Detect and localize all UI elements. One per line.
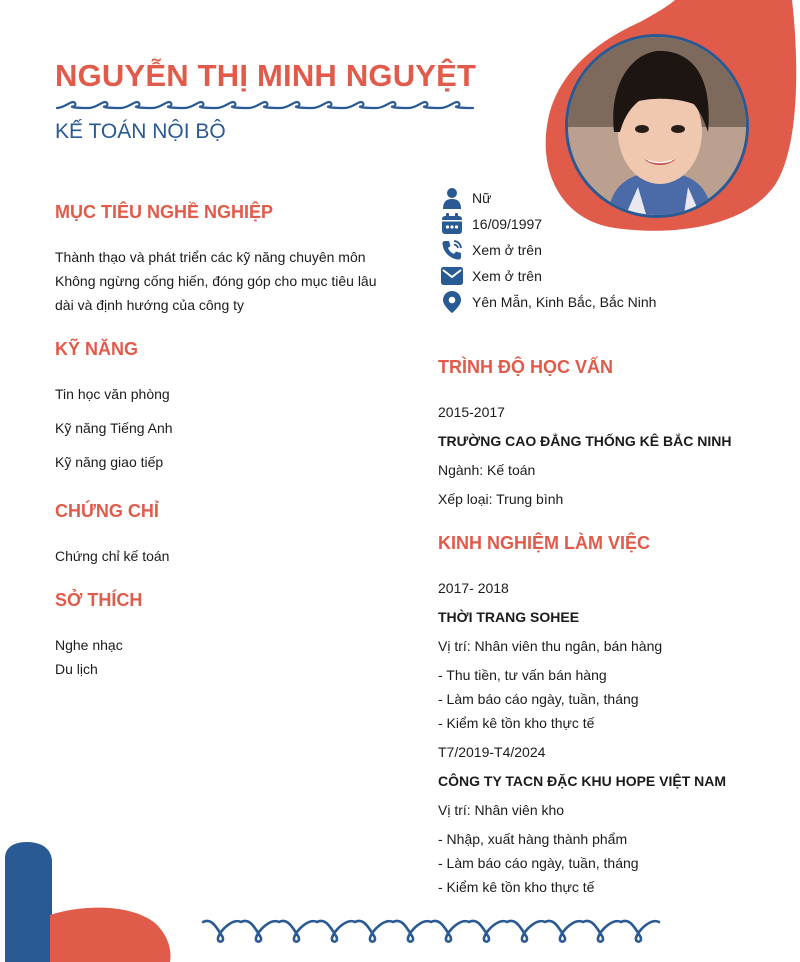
- contact-phone: [441, 238, 542, 262]
- skill-item: Kỹ năng Tiếng Anh: [55, 420, 173, 436]
- objective-heading: MỤC TIÊU NGHỀ NGHIỆP: [55, 202, 274, 222]
- job-task: - Thu tiền, tư vấn bán hàng: [438, 667, 607, 683]
- education-heading: TRÌNH ĐỘ HỌC VẤN: [438, 357, 613, 377]
- education-major: Ngành: Kế toán: [438, 462, 536, 478]
- calendar-icon: [441, 213, 463, 235]
- job-position: Vị trí: Nhân viên kho: [438, 802, 565, 818]
- objective-text: [55, 245, 377, 317]
- location-pin-icon: [441, 291, 463, 313]
- gender-text: Nữ: [472, 190, 492, 206]
- job-period: T7/2019-T4/2024: [438, 744, 546, 760]
- certificate-item: Chứng chỉ kế toán: [55, 548, 170, 564]
- job-position: Vị trí: Nhân viên thu ngân, bán hàng: [438, 638, 663, 654]
- skill-item: Kỹ năng giao tiếp: [55, 454, 164, 470]
- contact-email: [441, 264, 542, 288]
- education-period: 2015-2017: [438, 404, 505, 420]
- hobby-item: Du lịch: [55, 661, 98, 677]
- hobby-item: Nghe nhạc: [55, 637, 123, 653]
- candidate-name: NGUYỄN THỊ MINH NGUYỆT: [55, 58, 477, 93]
- birthday-text: 16/09/1997: [472, 216, 543, 232]
- phone-icon: [441, 239, 463, 261]
- job-task: - Kiểm kê tồn kho thực tế: [438, 879, 595, 895]
- contact-gender: [441, 186, 491, 210]
- footer-squiggle-divider: [195, 912, 700, 944]
- address-text: Yên Mẫn, Kinh Bắc, Bắc Ninh: [472, 294, 657, 310]
- contact-address: [441, 290, 656, 314]
- job-period: 2017- 2018: [438, 580, 509, 596]
- job-company: THỜI TRANG SOHEE: [438, 609, 580, 625]
- person-icon: [441, 187, 463, 209]
- education-school: TRƯỜNG CAO ĐẲNG THỐNG KÊ BẮC NINH: [438, 433, 732, 449]
- job-task: - Làm báo cáo ngày, tuần, tháng: [438, 691, 639, 707]
- job-task: - Làm báo cáo ngày, tuần, tháng: [438, 855, 639, 871]
- job-title: KẾ TOÁN NỘI BỘ: [55, 120, 226, 143]
- mail-icon: [441, 265, 463, 287]
- phone-text: Xem ở trên: [472, 242, 542, 258]
- job-company: CÔNG TY TACN ĐẶC KHU HOPE VIỆT NAM: [438, 773, 727, 789]
- certificates-heading: CHỨNG CHỈ: [55, 501, 159, 521]
- education-grade: Xếp loại: Trung bình: [438, 491, 564, 507]
- email-text: Xem ở trên: [472, 268, 542, 284]
- objective-line: dài và định hướng của công ty: [55, 297, 245, 313]
- bottom-left-blue-shape: [5, 842, 53, 962]
- job-task: - Kiểm kê tồn kho thực tế: [438, 715, 595, 731]
- bottom-left-orange-shape: [50, 905, 175, 962]
- objective-line: Không ngừng cống hiến, đóng góp cho mục tiêu lâu: [55, 273, 377, 289]
- skills-heading: KỸ NĂNG: [55, 339, 139, 359]
- header-squiggle-divider: [55, 95, 475, 117]
- portrait-image: [568, 37, 749, 218]
- hobbies-heading: SỞ THÍCH: [55, 590, 143, 610]
- objective-line: Thành thạo và phát triển các kỹ năng chuyên môn: [55, 249, 366, 265]
- job-task: - Nhập, xuất hàng thành phẩm: [438, 831, 628, 847]
- experience-heading: KINH NGHIỆM LÀM VIỆC: [438, 533, 651, 553]
- skill-item: Tin học văn phòng: [55, 386, 170, 402]
- profile-photo: [565, 34, 749, 218]
- contact-birthday: [441, 212, 542, 236]
